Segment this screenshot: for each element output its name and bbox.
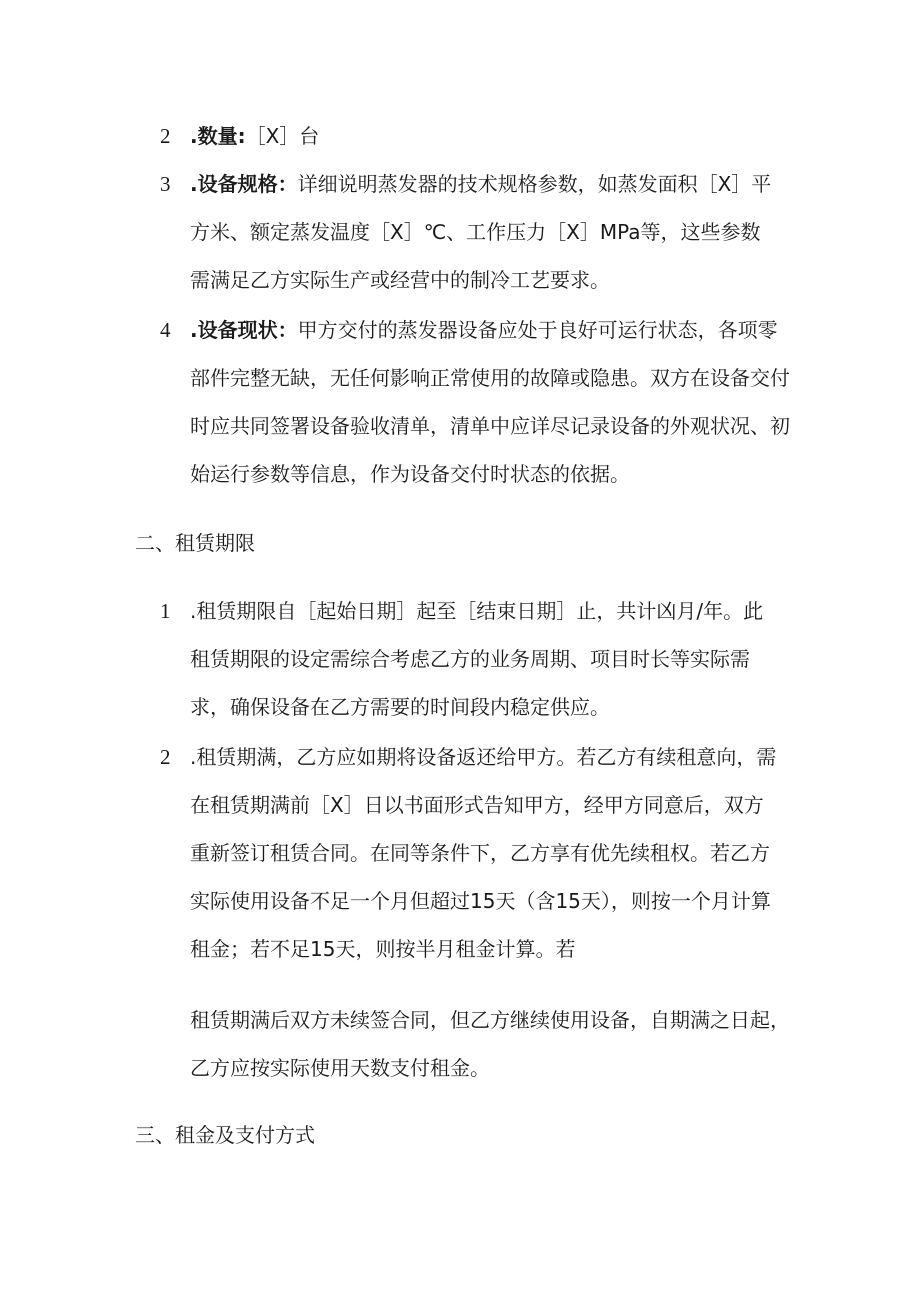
- paragraph-continuation: 租赁期满后双方未续签合同，但乙方继续使用设备，自期满之日起， 乙方应按实际使用天数支付租金。: [190, 1008, 790, 1080]
- section-heading-lease-term: 二、租赁期限: [135, 531, 255, 555]
- list-item-lease-expiry: [160, 733, 800, 973]
- item-number: 3: [160, 172, 171, 196]
- item-text: 详细说明蒸发器的技术规格参数，如蒸发面积［X］平 方米、额定蒸发温度［X］℃、工作压力［X］MPa等，这些参数 需满足乙方实际生产或经营中的制冷工艺要求。: [190, 172, 772, 292]
- item-label: .数量:: [190, 124, 246, 148]
- item-number: 2: [160, 124, 171, 148]
- item-number: 1: [160, 599, 171, 623]
- list-item-specification: [160, 160, 800, 304]
- item-text: .租赁期满，乙方应如期将设备返还给甲方。若乙方有续租意向，需 在租赁期满前［X］日以书面形式告知甲方，经甲方同意后，双方 重新签订租赁合同。在同等条件下，乙方享有优先续租权。若乙方 实际使用设备不足一个月但超过15天（含15天），则按一个月计算 租金；若不足15天，则按半月租金计算。若: [190, 745, 777, 961]
- section-heading-rent-payment: 三、租金及支付方式: [135, 1123, 315, 1147]
- list-item-quantity: [160, 112, 800, 160]
- list-item-lease-period: [160, 587, 800, 731]
- item-number: 4: [160, 318, 171, 342]
- item-number: 2: [160, 745, 171, 769]
- item-text: .租赁期限自［起始日期］起至［结束日期］止，共计凶月/年。此 租赁期限的设定需综合考虑乙方的业务周期、项目时长等实际需 求，确保设备在乙方需要的时间段内稳定供应。: [190, 599, 764, 719]
- item-label: .设备现状：: [190, 318, 298, 342]
- list-item-condition: [160, 306, 800, 498]
- item-text: 甲方交付的蒸发器设备应处于良好可运行状态，各项零 部件完整无缺，无任何影响正常使用的故障或隐患。双方在设备交付 时应共同签署设备验收清单，清单中应详尽记录设备的外观状况、初 始运行参数等信息，作为设备交付时状态的依据。: [190, 318, 790, 486]
- item-text: ［X］台: [245, 124, 320, 148]
- item-label: .设备规格：: [190, 172, 298, 196]
